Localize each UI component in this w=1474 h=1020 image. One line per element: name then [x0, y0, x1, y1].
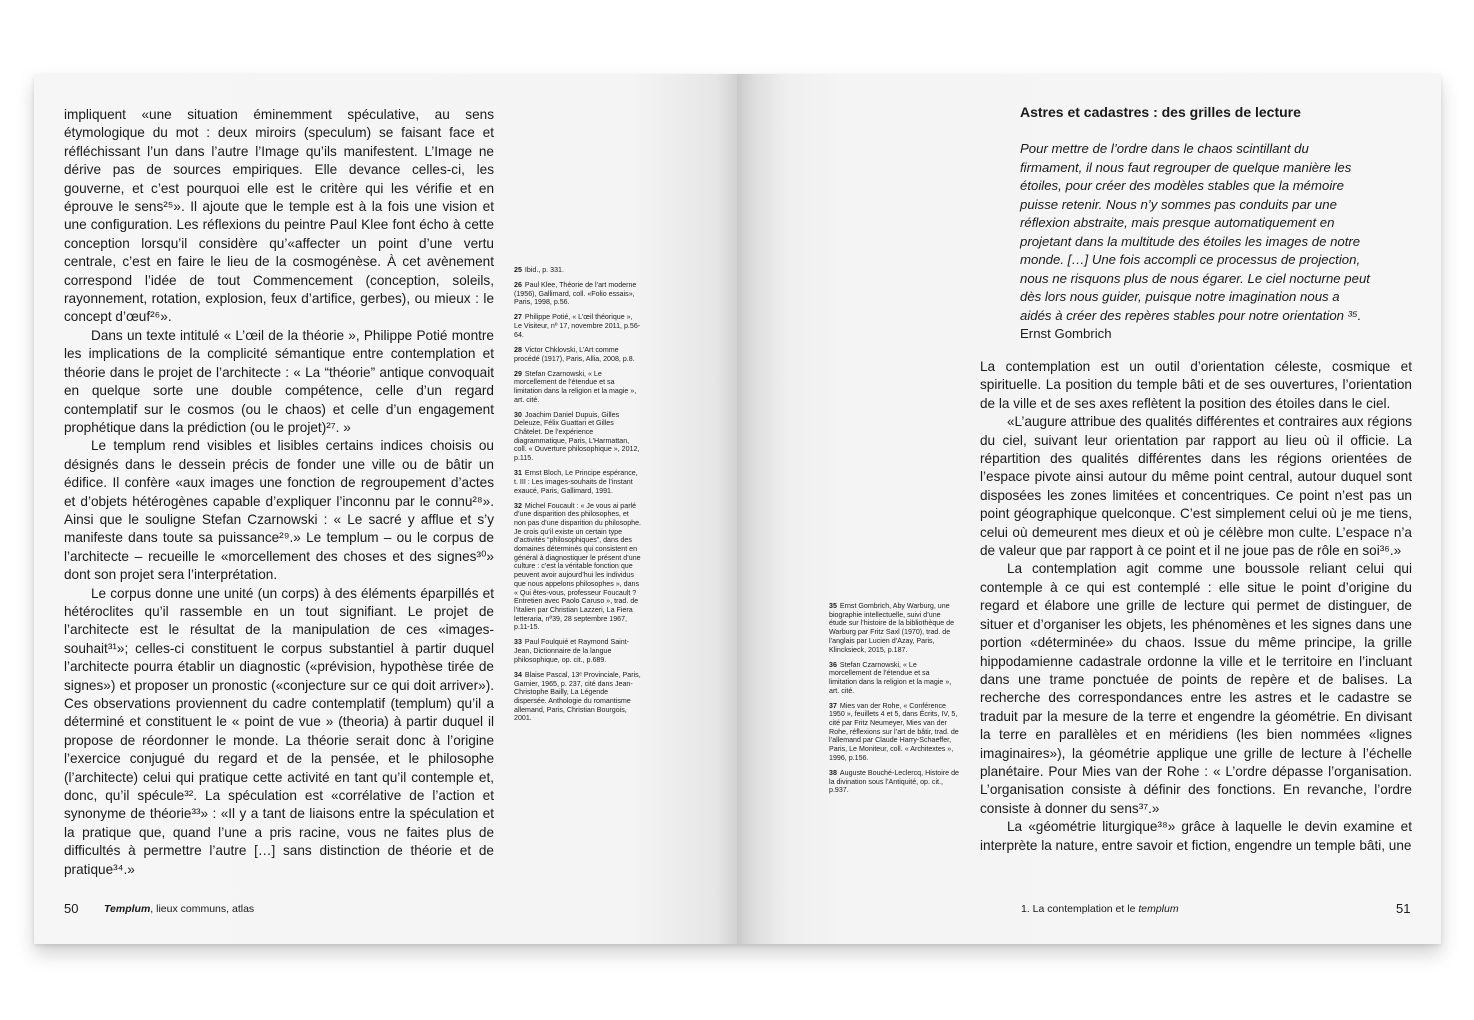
- footnote-text: Stefan Czarnowski, « Le morcellement de l’étendue et sa limitation dans la religion et la magie », art. cité.: [829, 660, 952, 695]
- footnote-text: Paul Klee, Théorie de l’art moderne (1956), Gallimard, coll. «Folio essais», Paris, 1998, p.56.: [514, 281, 637, 307]
- epigraph-quote: Pour mettre de l’ordre dans le chaos scintillant du firmament, il nous faut regrouper de quelque manière les étoiles, pour créer des modèles stables que la mémoire puisse retenir. Nous n’y sommes pas conduits par une réflexion abstraite, mais presque automatiquement en projetant dans la multitude des étoiles les images de notre monde. […] Une fois accompli ce processus de projection, nous ne risquons plus de nous égarer. Le ciel nocturne peut dès lors nous guider, puisque notre imagination nous a aidés à créer des repères stables pour notre orientation ³⁵.: [1020, 141, 1370, 323]
- footnote-number: 31: [514, 469, 522, 478]
- footnote-number: 27: [514, 313, 522, 322]
- running-head-title: Templum: [104, 903, 151, 915]
- epigraph-author: Ernst Gombrich: [1020, 326, 1112, 341]
- paragraph: impliquent «une situation éminemment spéculative, au sens étymologique du mot : deux miroirs (speculum) se faisant face et réfléchissant l’un dans l’autre l’Image qu’ils manifestent. L’Image ne dérive pas de sources empiriques. Elle devance celles-ci, les gouverne, et c’est pourquoi elle est le critère qui les vérifie et en éprouve le sens²⁵». Il ajoute que le temple est à la fois une vision et une configuration. Les réflexions du peintre Paul Klee font écho à cette conception lorsqu’il considère qu’«affecter un point d’une vertu centrale, c’est en faire le lieu de la cosmogénèse. À cet avènement correspond l’idée de tout Commencement (conception, soleils, rayonnement, rotation, explosion, feux d’artifice, gerbes), ou mieux : le concept d’œuf²⁶».: [64, 107, 494, 325]
- footnote: [829, 769, 959, 795]
- footnote-number: 37: [829, 701, 837, 710]
- paragraph: La contemplation agit comme une boussole reliant celui qui contemple à ce qui est contemplé : elle situe le point d’origine du regard et élabore une grille de lecture qui permet de distinguer, de situer et d’organiser les objets, les phénomènes et les signes dans une portion «déterminée» du chaos. Issue du même principe, la grille hippodamienne cadastrale ordonne la ville et le territoire en l’incluant dans une trame ponctuée de points de repère et de balises. La recherche des correspondances entre les astres et le cadastre se traduit par la mesure de la terre et engendre la géométrie. En divisant la terre en parallèles et en méridiens (les bien nommées «lignes imaginaires»), la géométrie applique une grille de lecture à l’échelle planétaire. Pour Mies van der Rohe : « L’ordre dépasse l’organisation. L’organisation consiste à définir des fonctions. En revanche, l’ordre consiste à donner du sens³⁷.»: [980, 561, 1412, 816]
- footnote: [514, 638, 642, 664]
- footnote-number: 34: [514, 670, 522, 679]
- footnote: [829, 702, 959, 763]
- paragraph: La contemplation est un outil d’orientation céleste, cosmique et spirituelle. La position du temple bâti et de ses ouvertures, l’orientation de la ville et de ses axes reflètent la position des étoiles dans le ciel.: [980, 359, 1412, 411]
- footnote: [514, 266, 642, 275]
- running-head-chapter-italic: templum: [1138, 903, 1179, 915]
- footnote-text: Ernst Gombrich, Aby Warburg, une biographie intellectuelle, suivi d’une étude sur l’histoire de la bibliothèque de Warburg par Fritz Saxl (1970), trad. de l’anglais par Lucien d’Azay, Paris, Klincksieck, 2015, p.187.: [829, 602, 955, 654]
- footnote: [829, 602, 959, 654]
- page-number: 50: [64, 901, 79, 916]
- paragraph: «L’augure attribue des qualités différentes et contraires aux régions du ciel, suivant leur orientation par rapport au lieu où il officie. La répartition des qualités différentes dans les régions orientées de l’espace pivote ainsi autour du même point central, autour duquel sont disposées les zones limitées et concentriques. Ce point n’est pas un point géographique quelconque. C’est simplement celui où je me tiens, celui où demeurent mes dieux et où je célèbre mon culte. L’espace n’a de valeur que par rapport à ce point et il ne joue pas de rôle en soi³⁶.»: [980, 414, 1412, 559]
- footnote-number: 29: [514, 369, 522, 378]
- running-head-subtitle: , lieux communs, atlas: [150, 903, 255, 915]
- right-body-text: [980, 358, 1412, 855]
- left-footnotes: [514, 266, 642, 729]
- footnote-number: 38: [829, 768, 837, 777]
- running-head: [104, 903, 254, 915]
- footnote-number: 26: [514, 281, 522, 289]
- footnote: [514, 411, 642, 463]
- footnote-number: 36: [829, 660, 837, 669]
- footnote-number: 32: [514, 501, 522, 510]
- epigraph: [1020, 140, 1372, 344]
- footnote-text: Philippe Potié, « L’œil théorique », Le Visiteur, nº 17, novembre 2011, p.56-64.: [514, 313, 641, 339]
- paragraph: Le templum rend visibles et lisibles certains indices choisis ou désignés dans le dessein précis de fonder une ville ou de bâtir un édifice. Il confère «aux images une fonction de regroupement d’actes et d’objets hétérogènes capable d’expliquer l’inconnu par le connu²⁸». Ainsi que le souligne Stefan Czarnowski : « Le sacré y afflue et s’y manifeste dans toute sa puissance²⁹.» Le templum – ou le corpus de l’architecte – recueille le «morcellement des choses et des signes³⁰» dont son projet sera l’interprétation.: [64, 438, 494, 583]
- footnote-text: Mies van der Rohe, « Conférence 1950 », feuillets 4 et 5, dans Écrits, IV, 5, cité par Fritz Neumeyer, Mies van der Rohe, réflexions sur l’art de bâtir, trad. de l’allemand par Claude Harry-Schaeffer, Paris, Le Moniteur, coll. « Architextes », 1996, p.156.: [829, 701, 959, 762]
- paragraph: Dans un texte intitulé « L’œil de la théorie », Philippe Potié montre les implications de la complicité sémantique entre contemplation et théorie dans le projet de l’architecte : « La “théorie” antique convoquait en quelque sorte une double compétence, celle d’un regard contemplatif sur le cosmos (ou le chaos) et celle d’un engagement prophétique dans la prédiction (ou le projet)²⁷. »: [64, 327, 494, 435]
- footnote-text: Paul Foulquié et Raymond Saint-Jean, Dictionnaire de la langue philosophique, op. cit., p.689.: [514, 638, 629, 664]
- footnote-number: 33: [514, 638, 522, 647]
- page-number: 51: [1396, 901, 1411, 916]
- footnote-text: Michel Foucault : « Je vous ai parlé d’une disparition des philosophes, et non pas d’une disparition du philosophe. Je crois qu’il existe un certain type d’activités “philosophiques”, dans des domaines déterminés qui consistent en général à diagnostiquer le présent d’une culture : c’est la véritable fonction que peuvent avoir aujourd’hui les individus que nous appelons philosophes », dans « Qui êtes-vous, professeur Foucault ? Entretien avec Paolo Caruso », trad. de l’italien par Christian Lazzeri, La Fiera letteraria, nº39, 28 septembre 1967, p.11-15.: [514, 501, 641, 632]
- paragraph: La «géométrie liturgique³⁸» grâce à laquelle le devin examine et interprète la nature, entre savoir et fiction, engendre un temple bâti, une: [980, 819, 1412, 853]
- right-footnotes: [829, 602, 959, 801]
- running-head: [1021, 903, 1179, 915]
- footnote-text: Blaise Pascal, 13ᵉ Provinciale, Paris, Garnier, 1965, p. 237, cité dans Jean-Christophe Bailly, La Légende dispersée. Anthologie du romantisme allemand, Paris, Christian Bourgois, 2001.: [514, 670, 641, 723]
- footnote: [514, 370, 642, 405]
- footnote-number: 28: [514, 345, 522, 354]
- footnote: [514, 346, 642, 363]
- section-heading: Astres et cadastres : des grilles de lecture: [1020, 104, 1301, 120]
- footnote: [514, 502, 642, 633]
- footnote-number: 30: [514, 410, 522, 419]
- footnote-number: 35: [829, 602, 837, 610]
- footnote-text: Joachim Daniel Dupuis, Gilles Deleuze, Félix Guattari et Gilles Châtelet. De l’expérience diagrammatique, Paris, L’Harmattan, coll. « Ouverture philosophique », 2012, p.115.: [514, 410, 640, 463]
- footnote: [514, 469, 642, 495]
- running-head-chapter: 1. La contemplation et le: [1021, 903, 1139, 915]
- footnote: [514, 671, 642, 723]
- footnote-text: Ibid., p. 331.: [524, 266, 564, 274]
- footnote-text: Victor Chklovski, L’Art comme procédé (1917), Paris, Allia, 2008, p.8.: [514, 345, 635, 363]
- footnote: [514, 281, 642, 307]
- left-body-text: [64, 106, 494, 879]
- footnote: [829, 661, 959, 696]
- left-page: [34, 74, 737, 944]
- right-page: [737, 74, 1441, 944]
- footnote: [514, 313, 642, 339]
- footnote-text: Ernst Bloch, Le Principe espérance, t. III : Les images-souhaits de l’instant exaucé, Paris, Gallimard, 1991.: [514, 469, 638, 495]
- footnote-text: Stefan Czarnowski, « Le morcellement de l’étendue et sa limitation dans la religion et la magie », art. cité.: [514, 369, 637, 404]
- footnote-number: 25: [514, 266, 522, 274]
- paragraph: Le corpus donne une unité (un corps) à des éléments éparpillés et hétéroclites qu’il rassemble en un tout signifiant. Le projet de l’architecte est le résultat de la manipulation de ces «images-souhait³¹»; celles-ci constituent le corpus substantiel à partir duquel l’architecte pourra établir un diagnostic («prévision, hypothèse tirée de signes») et proposer un pronostic («conjecture sur ce qui doit arriver»). Ces observations proviennent du cadre contemplatif (templum) qu’il a déterminé et constituent le « point de vue » (theoria) à partir duquel il propose de réordonner le monde. La théorie serait donc à l’origine l’exercice conjugué du regard et de la pensée, et le philosophe (l’architecte) celui qui pratique cette activité en tant qu’il contemple et, donc, qu’il spécule³². La spéculation est «corrélative de l’action et synonyme de théorie³³» : «Il y a tant de liaisons entre la spéculation et la pratique que, quand l’une a pris racine, vous ne faites plus de difficultés à permettre l’autre […] sans distinction de théorie et de pratique³⁴.»: [64, 585, 494, 877]
- footnote-text: Auguste Bouché-Leclercq, Histoire de la divination sous l’Antiquité, op. cit., p.937.: [829, 768, 959, 795]
